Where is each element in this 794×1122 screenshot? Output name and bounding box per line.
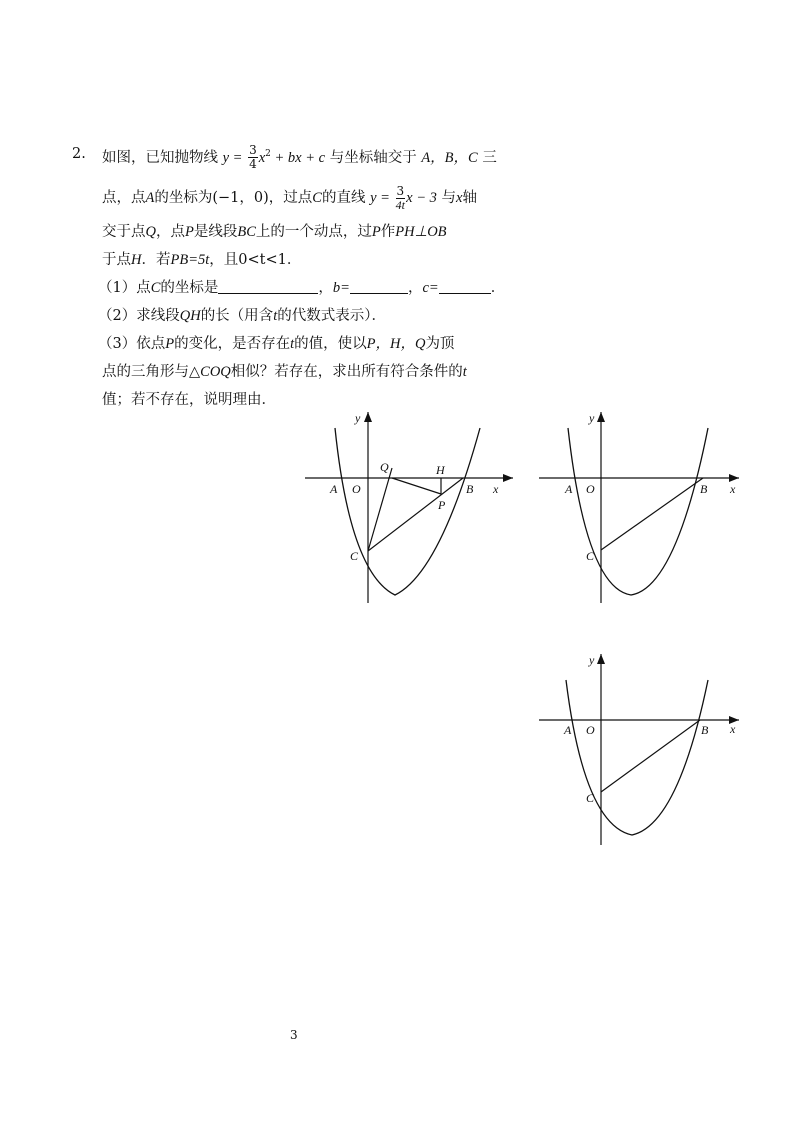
label-O: O — [586, 482, 595, 496]
problem-number: 2. — [72, 146, 86, 162]
figure-3 — [536, 650, 746, 850]
figure-1 — [300, 408, 520, 608]
answer-blank-c-coord[interactable] — [218, 279, 318, 294]
parabola — [335, 428, 480, 595]
label-A: A — [564, 723, 572, 737]
answer-blank-c[interactable] — [439, 279, 491, 294]
x-axis-arrow — [503, 474, 513, 482]
label-B: B — [700, 482, 708, 496]
y-axis-arrow — [597, 654, 605, 664]
label-x: x — [730, 722, 736, 736]
label-Q: Q — [380, 460, 389, 474]
problem-line-2: 点，点A的坐标为(−1，0)，过点C的直线 y = $\frac{3}{4t}$ x − 3 与x轴 — [102, 183, 477, 212]
label-y: y — [589, 411, 595, 425]
fraction-3-4t: $\frac{3}{4t}$ — [395, 183, 406, 212]
label-O: O — [352, 482, 361, 496]
y-axis-arrow — [364, 412, 372, 422]
label-B: B — [701, 723, 709, 737]
page-number: 3 — [290, 1028, 298, 1042]
question-2: （2）求线段QH的长（用含t的代数式表示）． — [98, 308, 386, 324]
label-A: A — [330, 482, 338, 496]
label-y: y — [355, 411, 361, 425]
question-3-line-2: 点的三角形与△COQ相似？若存在，求出所有符合条件的t — [102, 364, 467, 380]
line-CQ — [368, 468, 392, 551]
line-CB — [601, 720, 700, 792]
question-1: （1）点C的坐标是 ，b= ，c= ． — [98, 280, 506, 296]
line-QP — [392, 478, 441, 494]
label-x: x — [730, 482, 736, 496]
answer-blank-b[interactable] — [350, 279, 408, 294]
parabola — [566, 680, 708, 835]
fraction-3-4: $\frac{3}{4}$ — [249, 143, 257, 172]
x-axis-arrow — [729, 474, 739, 482]
label-B: B — [466, 482, 474, 496]
question-3: （3）依点P的变化，是否存在t的值，使以P，H，Q为顶 — [98, 336, 455, 352]
problem-line-1: 如图，已知抛物线 y = $\frac{3}{4}$ $x^2$ + bx + c 与坐标轴交于 A，B，C 三 — [102, 143, 497, 172]
parabola — [568, 428, 708, 595]
label-C: C — [586, 791, 595, 805]
label-C: C — [350, 549, 359, 563]
question-3-line-3: 值；若不存在，说明理由． — [102, 392, 276, 408]
problem-line-4: 于点H．若PB=5t，且0<t<1． — [102, 252, 302, 268]
y-axis-arrow — [597, 412, 605, 422]
label-x: x — [493, 482, 499, 496]
label-O: O — [586, 723, 595, 737]
label-y: y — [589, 653, 595, 667]
label-H: H — [436, 463, 445, 477]
line-CB — [601, 478, 703, 550]
label-P: P — [438, 498, 446, 512]
problem-line-3: 交于点Q，点P是线段BC上的一个动点，过P作PH⊥OB — [102, 224, 447, 240]
label-A: A — [565, 482, 573, 496]
line-CB — [368, 478, 463, 551]
figure-2 — [536, 408, 746, 608]
label-C: C — [586, 549, 595, 563]
